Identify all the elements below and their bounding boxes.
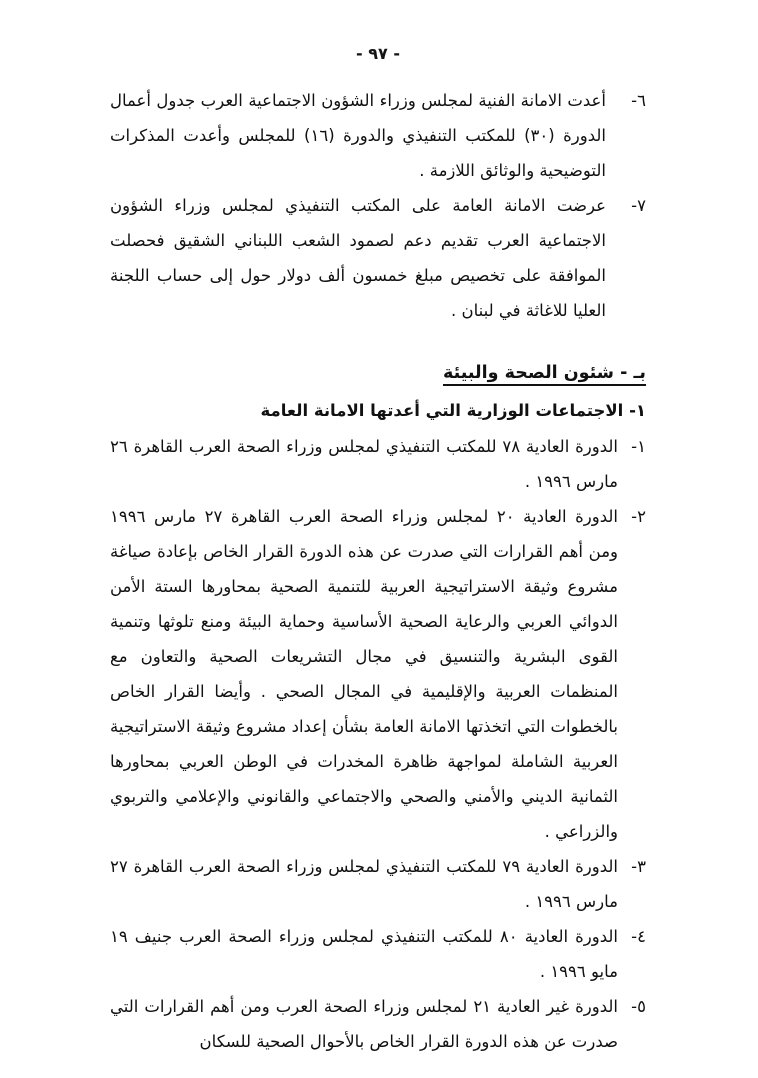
section-heading (110, 356, 646, 391)
item-text: الدورة غير العادية ٢١ لمجلس وزراء الصحة العرب ومن أهم القرارات التي صدرت عن هذه الدورة القرار الخاص بالأحوال الصحية للسكان (110, 997, 618, 1051)
item-marker: ٧- (631, 196, 646, 215)
item-marker: ٤- (631, 927, 646, 946)
item-marker: ٦- (631, 91, 646, 110)
item-text: الدورة العادية ٢٠ لمجلس وزراء الصحة العرب القاهرة ٢٧ مارس ١٩٩٦ ومن أهم القرارات التي صدرت عن هذه الدورة القرار الخاص بإعادة صياغة مشروع وثيقة الاستراتيجية العربية للتنمية الصحية بمحاورها الستة الأمن الدوائي العربي والرعاية الصحية الأساسية وحماية البيئة ومنع تلوثها وتنمية القوى البشرية والتنسيق في مجال التشريعات الصحية والتعاون مع المنظمات العربية والإقليمية في المجال الصحي . وأيضا القرار الخاص بالخطوات التي اتخذتها الامانة العامة بشأن إعداد مشروع وثيقة الاستراتيجية العربية الشاملة لمواجهة ظاهرة المخدرات في الوطن العربي بمحاورها الثمانية الديني والأمني والصحي والاجتماعي والقانوني والإعلامي والتربوي والزراعي . (110, 507, 618, 841)
section-heading-text: بـ - شئون الصحة والبيئة (443, 363, 646, 386)
health-item-3 (110, 849, 646, 919)
page-number: - ٩٧ - (356, 44, 400, 63)
health-item-4 (110, 919, 646, 989)
health-item-5 (110, 989, 646, 1059)
item-marker: ٣- (631, 857, 646, 876)
item-text: أعدت الامانة الفنية لمجلس وزراء الشؤون الاجتماعية العرب جدول أعمال الدورة (٣٠) للمكتب التنفيذي والدورة (١٦) للمجلس وأعدت المذكرات التوضيحية والوثائق اللازمة . (110, 91, 606, 180)
health-item-2 (110, 499, 646, 849)
item-text: الدورة العادية ٧٨ للمكتب التنفيذي لمجلس وزراء الصحة العرب القاهرة ٢٦ مارس ١٩٩٦ . (110, 437, 618, 491)
item-text: الدورة العادية ٧٩ للمكتب التنفيذي لمجلس وزراء الصحة العرب القاهرة ٢٧ مارس ١٩٩٦ . (110, 857, 618, 911)
item-marker: ٥- (631, 997, 646, 1016)
list-item-6 (110, 83, 646, 188)
item-text: عرضت الامانة العامة على المكتب التنفيذي لمجلس وزراء الشؤون الاجتماعية العرب تقديم دعم لصمود الشعب اللبناني الشقيق فحصلت الموافقة على تخصيص مبلغ خمسون ألف دولار حول إلى حساب اللجنة العليا للاغاثة في لبنان . (110, 196, 606, 320)
item-marker: ١- (631, 437, 646, 456)
item-text: الدورة العادية ٨٠ للمكتب التنفيذي لمجلس وزراء الصحة العرب جنيف ١٩ مايو ١٩٩٦ . (110, 927, 618, 981)
item-marker: ٢- (631, 507, 646, 526)
section-subheading: ١- الاجتماعات الوزارية التي أعدتها الامانة العامة (260, 401, 646, 420)
list-item-7 (110, 188, 646, 328)
health-item-1 (110, 429, 646, 499)
